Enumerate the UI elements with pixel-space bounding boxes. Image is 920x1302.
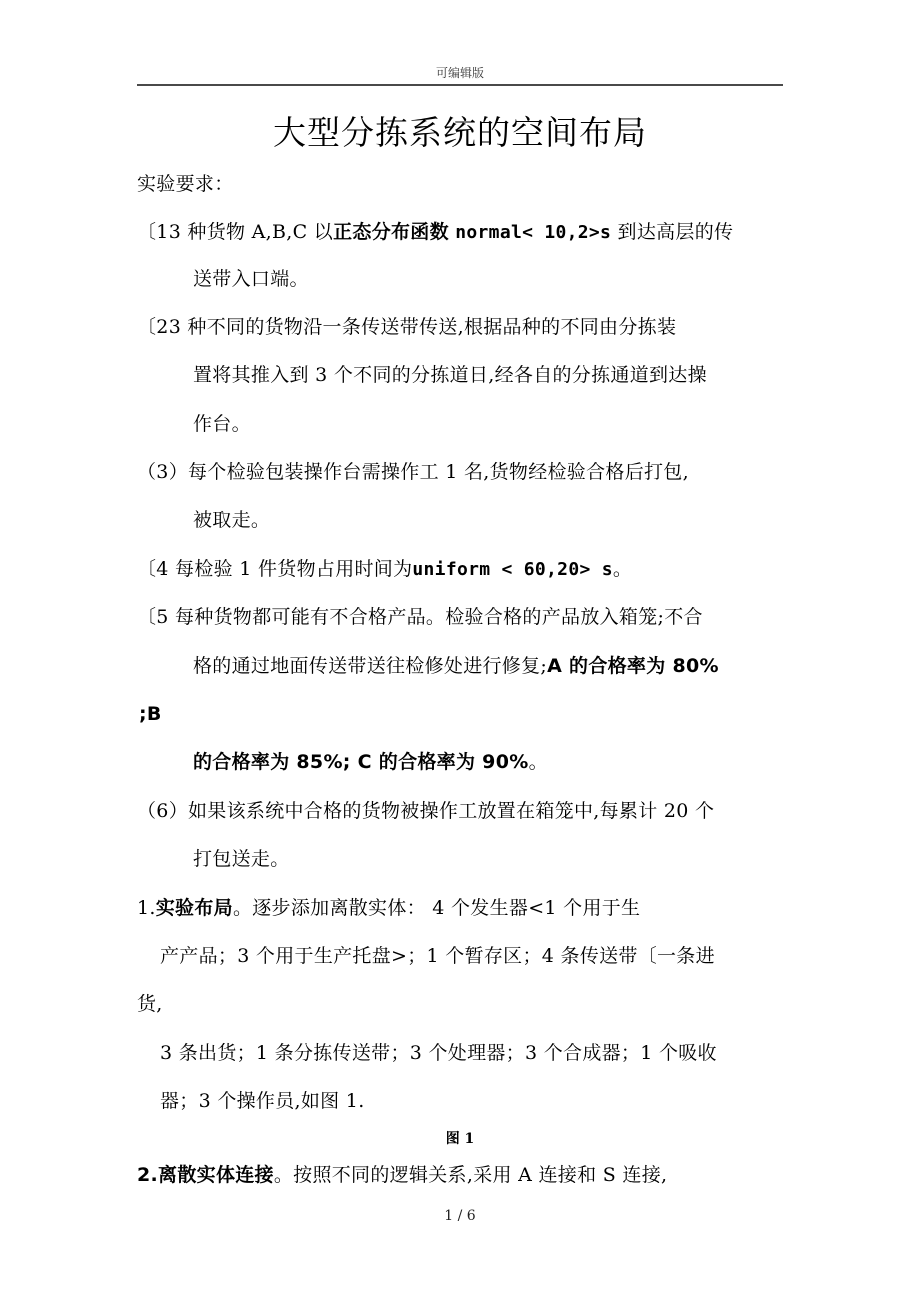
section-1-line-3: 货, <box>137 993 163 1015</box>
requirement-text: 格的通过地面传送带送往检修处进行修复; <box>193 655 548 677</box>
figure-caption: 图 1 <box>445 1131 475 1147</box>
pass-rate-bc-text: 的合格率为 85%; C 的合格率为 90% <box>193 751 529 773</box>
section-text: 。按照不同的逻辑关系,采用 A 连接和 S 连接, <box>273 1164 668 1186</box>
formula-text: normal< 10,2>s <box>455 222 612 243</box>
requirement-text: 。 <box>612 558 633 580</box>
requirement-text: 。 <box>528 751 548 773</box>
requirement-text: 〔4 每检验 1 件货物占用时间为 <box>137 558 413 580</box>
requirement-item-2-line-3: 作台。 <box>193 413 251 435</box>
formula-text: uniform < 60,20> s <box>412 559 613 580</box>
requirement-item-6-line-1: （6）如果该系统中合格的货物被操作工放置在箱笼中,每累计 20 个 <box>137 800 715 822</box>
requirement-text: 〔13 种货物 A,B,C 以 <box>137 221 334 243</box>
section-2-line-1 <box>137 1162 667 1188</box>
section-1-line-2: 产产品；3 个用于生产托盘>；1 个暂存区；4 条传送带〔一条进 <box>160 945 715 967</box>
page-header-label: 可编辑版 <box>435 66 484 80</box>
section-1-line-4: 3 条出货；1 条分拣传送带；3 个处理器；3 个合成器；1 个吸收 <box>160 1042 717 1064</box>
requirement-item-5-line-3: ;B <box>139 703 162 725</box>
section-1-line-1 <box>137 895 640 921</box>
requirement-item-3-line-2: 被取走。 <box>193 509 271 531</box>
document-title: 大型分拣系统的空间布局 <box>273 113 647 152</box>
section-heading: 实验布局 <box>155 897 233 919</box>
requirement-item-2-line-2: 置将其推入到 3 个不同的分拣道日,经各自的分拣通道到达操 <box>193 364 707 386</box>
requirement-item-5-line-2 <box>193 653 719 679</box>
section-heading: 离散实体连接 <box>158 1164 274 1186</box>
section-number: 2. <box>137 1164 159 1186</box>
section-number: 1. <box>137 897 156 919</box>
requirement-item-1-line-1 <box>137 219 733 246</box>
requirement-item-2-line-1: 〔23 种不同的货物沿一条传送带传送,根据品种的不同由分拣装 <box>137 316 677 338</box>
requirement-item-5-line-1: 〔5 每种货物都可能有不合格产品。检验合格的产品放入箱笼;不合 <box>137 606 703 628</box>
requirement-item-1-line-2: 送带入口端。 <box>193 268 309 290</box>
requirement-item-5-line-4 <box>193 749 548 775</box>
header-divider <box>137 84 783 86</box>
emphasis-text: 正态分布函数 <box>333 221 449 243</box>
requirement-item-6-line-2: 打包送走。 <box>193 848 290 870</box>
pass-rate-a-text: A 的合格率为 80% <box>547 655 719 677</box>
requirement-item-4-line-1 <box>137 556 632 583</box>
requirement-item-3-line-1: （3）每个检验包装操作台需操作工 1 名,货物经检验合格后打包, <box>137 461 689 483</box>
section-1-line-5: 器；3 个操作员,如图 1. <box>160 1090 365 1112</box>
page-indicator: 1 / 6 <box>444 1208 476 1224</box>
section-text: 。逐步添加离散实体： 4 个发生器<1 个用于生 <box>232 897 641 919</box>
requirements-heading: 实验要求： <box>137 173 234 195</box>
requirement-text: 到达高层的传 <box>611 221 734 243</box>
